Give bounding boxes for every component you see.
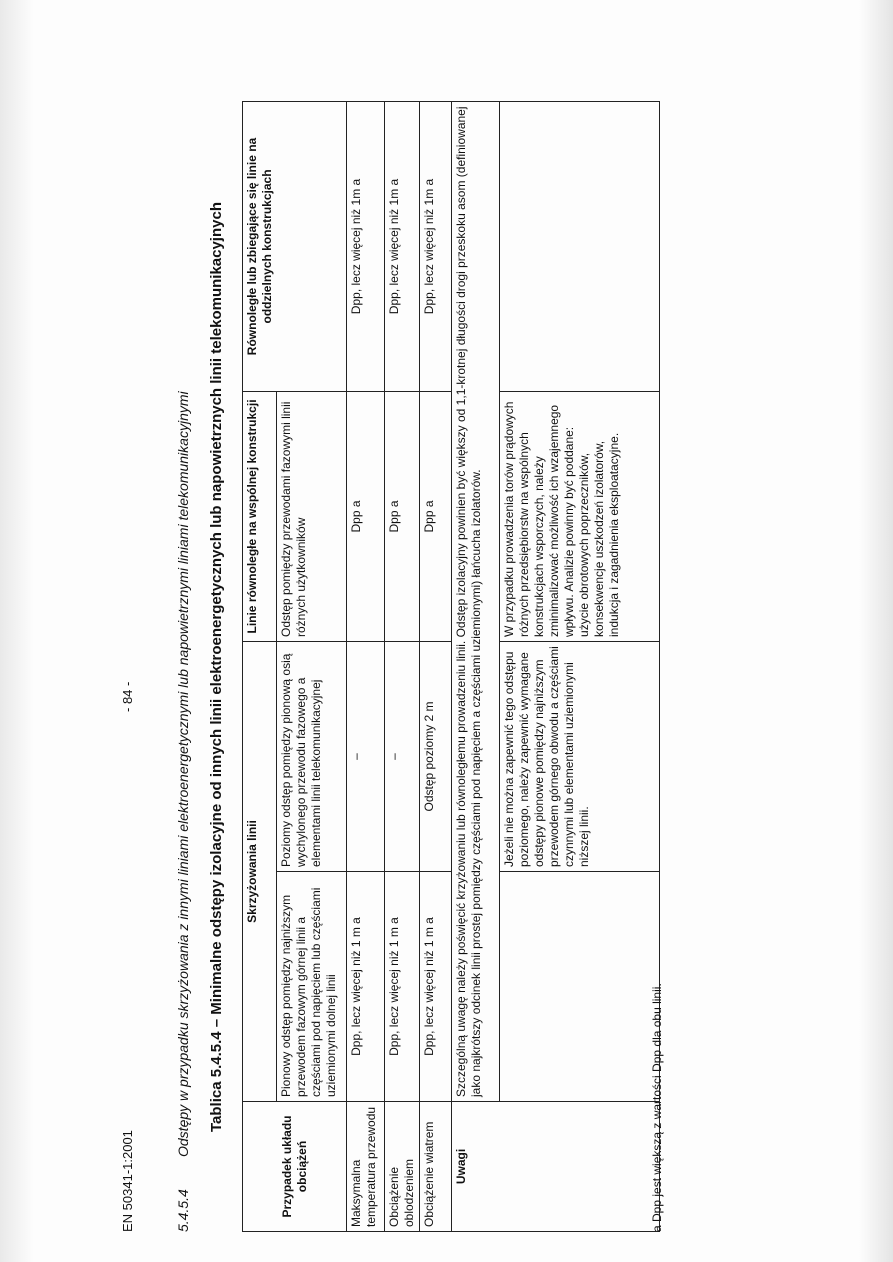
remarks-row: [452, 101, 500, 1231]
cell-separate: Dpp, lecz więcej niż 1m a: [385, 101, 420, 391]
subheader-same-construction: Odstęp pomiędzy przewodami fazowymi linii różnych użytkowników: [277, 391, 347, 641]
subheader-horizontal: Poziomy odstęp pomiędzy pionową osią wychylonego przewodu fazowego a elementami linii telekomunikacyjnej: [277, 641, 347, 871]
cell-vertical: Dpp, lecz więcej niż 1 m a: [385, 872, 420, 1102]
cell-horizontal: Odstęp poziomy 2 m: [420, 641, 452, 871]
remarks-label: Uwagi: [452, 1102, 660, 1232]
rotated-page-content: [100, 102, 800, 1232]
row-label: Maksymalna temperatura przewodu: [347, 1102, 385, 1232]
cell-vertical: Dpp, lecz więcej niż 1 m a: [347, 872, 385, 1102]
section-number: 5.4.5.4: [175, 1189, 191, 1232]
row-label: Obciążenie oblodzeniem: [385, 1102, 420, 1232]
header-load-case: Przypadek układu obciążeń: [243, 1102, 347, 1232]
table-row: [420, 101, 452, 1231]
remarks-vertical-empty: [500, 872, 660, 1102]
cell-horizontal: –: [347, 641, 385, 871]
section-title: Odstępy w przypadku skrzyżowania z innymi liniami elektroenergetycznymi lub napowietrznymi liniami telekomunikacyjnymi: [175, 391, 191, 1157]
table-row: [347, 101, 385, 1231]
table-title: Tablica 5.4.5.4 – Minimalne odstępy izolacyjne od innych linii elektroenergetycznych lub napowietrznych linii telekomunikacyjnych: [208, 202, 225, 1132]
header-parallel-separate: Równoległe lub zbiegające się linie na oddzielnych konstrukcjach: [243, 101, 347, 391]
table-row: [385, 101, 420, 1231]
scan-edge-right: [859, 0, 893, 1262]
remarks-separate-empty: [500, 101, 660, 391]
remarks-horizontal: Jeżeli nie można zapewnić tego odstępu poziomego, należy zapewnić wymagane odstępy pionowe pomiędzy najniższym przewodem górnego obwodu a częściami czynnymi lub elementami uziemionymi niższej linii.: [500, 641, 660, 871]
remarks-general: Szczególną uwagę należy poświęcić krzyżowaniu lub równoległemu prowadzeniu linii. Odstęp izolacyjny powinien być większy od 1,1-krotnej długości drogi przeskoku asom (definiowanej jako najkrótszy odcinek linii prostej pomiędzy częściami pod napięciem a częściami uziemionymi) łańcucha izolatorów.: [452, 101, 500, 1101]
clearance-table: [242, 101, 660, 1232]
scan-edge-left: [0, 0, 34, 1262]
cell-separate: Dpp, lecz więcej niż 1m a: [347, 101, 385, 391]
row-label: Obciążenie wiatrem: [420, 1102, 452, 1232]
cell-same: Dpp a: [420, 391, 452, 641]
remarks-detail-row: [500, 101, 660, 1231]
header-crossings: Skrzyżowania linii: [243, 641, 277, 1101]
cell-same: Dpp a: [347, 391, 385, 641]
header-row: [243, 101, 277, 1231]
document-id: EN 50341-1:2001: [120, 1130, 135, 1232]
table-footnote: a Dpp jest większą z wartości Dpp dla obu linii.: [650, 983, 664, 1232]
cell-same: Dpp a: [385, 391, 420, 641]
cell-vertical: Dpp, lecz więcej niż 1 m a: [420, 872, 452, 1102]
header-parallel-same: Linie równoległe na wspólnej konstrukcji: [243, 391, 277, 641]
cell-horizontal: –: [385, 641, 420, 871]
remarks-same-construction: W przypadku prowadzenia torów prądowych różnych przedsiębiorstw na wspólnych konstrukcjach wsporczych, należy zminimalizować możliwość ich wzajemnego wpływu. Analizie powinny być poddane: użycie obrotowych poprzeczników, konsekwencje uszkodzeń izolatorów, indukcja i zagadnienia eksploatacyjne.: [500, 391, 660, 641]
cell-separate: Dpp, lecz więcej niż 1m a: [420, 101, 452, 391]
page-number: - 84 -: [120, 681, 135, 712]
subheader-vertical: Pionowy odstęp pomiędzy najniższym przewodem fazowym górnej linii a częściami pod napięciem lub częściami uziemionymi dolnej linii: [277, 872, 347, 1102]
